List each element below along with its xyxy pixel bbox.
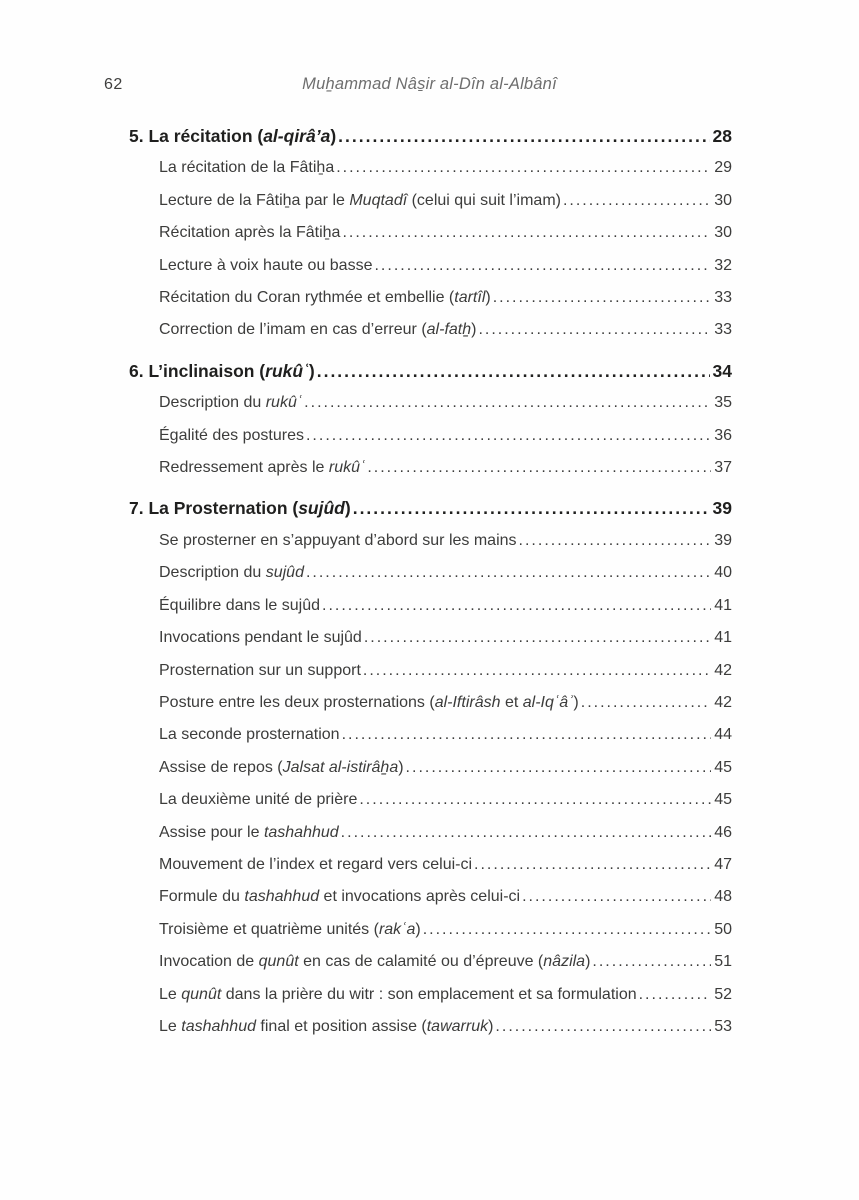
toc-page-number: 40: [714, 564, 732, 582]
toc-page-number: 35: [714, 394, 732, 412]
toc-entry-row: [129, 185, 732, 217]
toc-entry-label: [159, 152, 334, 184]
toc-label-segment: Assise de repos (: [159, 758, 283, 776]
toc-label-segment: et invocations après celui-ci: [319, 888, 521, 906]
toc-entry-label: [159, 217, 340, 249]
toc-label-segment-italic: al-fatẖ: [426, 321, 472, 339]
toc-label-segment: Le: [159, 1017, 182, 1035]
toc-label-segment: Lecture de la Fâtiẖa par le: [159, 191, 350, 209]
toc-label-segment-italic: rukûʿ: [265, 360, 309, 381]
toc-entry-row: [129, 387, 732, 419]
toc-entry-row: [129, 719, 732, 751]
toc-entry-row: [129, 314, 732, 346]
table-of-contents: [129, 112, 732, 1043]
toc-label-segment-italic: al-qirâ’a: [263, 126, 331, 146]
toc-label-segment: (celui qui suit l’imam): [407, 191, 561, 209]
toc-page-number: 39: [712, 498, 732, 519]
toc-entry-row: [129, 1011, 732, 1043]
toc-label-segment: 7. La Prosternation (: [129, 498, 299, 519]
leader-dots: [342, 217, 711, 249]
leader-dots: [317, 355, 710, 387]
toc-label-segment: en cas de calamité ou d’épreuve (: [298, 953, 544, 971]
leader-dots: [478, 314, 711, 346]
toc-section-row: [129, 355, 732, 387]
toc-entry-label: [159, 881, 520, 913]
toc-entry-label: [159, 250, 372, 282]
toc-entry-row: [129, 914, 732, 946]
toc-entry-label: [159, 979, 637, 1011]
toc-entry-row: [129, 622, 732, 654]
toc-label-segment-italic: sujûd: [298, 498, 345, 519]
toc-page-number: 44: [714, 726, 732, 744]
toc-entry-label: [159, 655, 361, 687]
leader-dots: [519, 525, 712, 557]
toc-entry-label: [159, 590, 320, 622]
leader-dots: [341, 817, 712, 849]
toc-label-segment-italic: al-Iqʿâʾ: [522, 693, 574, 711]
toc-label-segment: Le: [159, 985, 182, 1003]
toc-entry-row: [129, 946, 732, 978]
leader-dots: [336, 152, 711, 184]
toc-entry-label: [159, 557, 304, 589]
toc-page-number: 42: [714, 693, 732, 711]
toc-label-segment: ): [585, 953, 591, 971]
toc-label-segment: Égalité des postures: [159, 426, 304, 444]
toc-label-segment-italic: tashahhud: [244, 888, 320, 906]
toc-entry-label: [159, 849, 472, 881]
toc-page-number: 34: [712, 360, 732, 381]
toc-label-segment-italic: tartîl: [454, 289, 486, 307]
toc-label-segment: dans la prière du witr : son emplacement et sa formulation: [221, 985, 637, 1003]
toc-label-segment-italic: rakʿa: [378, 920, 416, 938]
toc-entry-label: [159, 282, 491, 314]
toc-entry-row: [129, 655, 732, 687]
toc-entry-label: [159, 185, 561, 217]
toc-label-segment: Invocations pendant le sujûd: [159, 629, 362, 647]
leader-dots: [423, 914, 711, 946]
toc-entry-row: [129, 752, 732, 784]
toc-label-segment-italic: nâzila: [543, 953, 586, 971]
toc-page-number: 39: [714, 531, 732, 549]
toc-entry-row: [129, 452, 732, 484]
leader-dots: [304, 387, 711, 419]
toc-label-segment: ): [308, 360, 315, 381]
toc-entry-row: [129, 590, 732, 622]
toc-entry-row: [129, 250, 732, 282]
leader-dots: [322, 590, 711, 622]
toc-label-segment: Assise pour le: [159, 823, 264, 841]
toc-section-row: [129, 120, 732, 152]
leader-dots: [639, 979, 712, 1011]
toc-page-number: 48: [714, 888, 732, 906]
toc-label-segment-italic: Muqtadî: [349, 191, 408, 209]
toc-page-number: 30: [714, 191, 732, 209]
toc-label-segment: ): [330, 126, 337, 146]
toc-label-segment: Prosternation sur un support: [159, 661, 361, 679]
toc-page-number: 33: [714, 321, 732, 339]
toc-label-segment: ): [344, 498, 351, 519]
toc-label-segment: Récitation après la Fâtiẖa: [159, 224, 341, 242]
toc-entry-row: [129, 881, 732, 913]
toc-entry-label: [129, 492, 351, 524]
toc-page-number: 32: [714, 256, 732, 274]
toc-label-segment: Posture entre les deux prosternations (: [159, 693, 435, 711]
toc-label-segment-italic: rukûʿ: [328, 459, 366, 477]
toc-entry-label: [159, 752, 404, 784]
toc-label-segment-italic: qunût: [181, 985, 222, 1003]
toc-page-number: 45: [714, 758, 732, 776]
leader-dots: [338, 120, 709, 152]
toc-entry-label: [129, 120, 336, 152]
leader-dots: [359, 784, 711, 816]
toc-entry-row: [129, 687, 732, 719]
page-number-folio: 62: [104, 76, 123, 93]
toc-entry-row: [129, 557, 732, 589]
toc-label-segment: ): [573, 693, 579, 711]
toc-label-segment: et: [500, 693, 523, 711]
toc-entry-label: [129, 355, 315, 387]
toc-label-segment: Correction de l’imam en cas d’erreur (: [159, 321, 427, 339]
toc-label-segment-italic: tashahhud: [181, 1017, 256, 1035]
toc-label-segment: Mouvement de l’index et regard vers celui-ci: [159, 855, 473, 873]
toc-page-number: 41: [714, 596, 732, 614]
toc-page-number: 37: [714, 459, 732, 477]
toc-entry-label: [159, 452, 365, 484]
toc-label-segment: Troisième et quatrième unités (: [159, 920, 379, 938]
toc-label-segment: ): [488, 1017, 494, 1035]
toc-section-row: [129, 492, 732, 524]
toc-entry-row: [129, 849, 732, 881]
leader-dots: [406, 752, 712, 784]
toc-label-segment: Équilibre dans le sujûd: [159, 596, 320, 614]
toc-entry-row: [129, 525, 732, 557]
toc-label-segment: ): [485, 289, 491, 307]
toc-entry-label: [159, 687, 579, 719]
toc-entry-row: [129, 817, 732, 849]
toc-label-segment-italic: al-Iftirâsh: [434, 693, 501, 711]
toc-label-segment: Invocation de: [159, 953, 259, 971]
toc-label-segment: La seconde prosternation: [159, 726, 340, 744]
toc-page-number: 33: [714, 289, 732, 307]
toc-entry-label: [159, 1011, 493, 1043]
toc-page-number: 52: [714, 985, 732, 1003]
toc-entry-label: [159, 622, 362, 654]
toc-page-number: 53: [714, 1017, 732, 1035]
toc-entry-label: [159, 387, 302, 419]
toc-label-segment: Description du: [159, 564, 266, 582]
leader-dots: [474, 849, 711, 881]
toc-entry-row: [129, 282, 732, 314]
leader-dots: [592, 946, 711, 978]
toc-label-segment-italic: Jalsat al-istirâẖa: [282, 758, 399, 776]
leader-dots: [374, 250, 711, 282]
toc-entry-row: [129, 152, 732, 184]
toc-label-segment: ): [415, 920, 421, 938]
toc-label-segment-italic: rukûʿ: [265, 394, 303, 412]
leader-dots: [581, 687, 711, 719]
toc-page-number: 42: [714, 661, 732, 679]
toc-entry-label: [159, 420, 304, 452]
toc-entry-label: [159, 719, 340, 751]
leader-dots: [522, 881, 711, 913]
toc-label-segment-italic: qunût: [258, 953, 299, 971]
toc-entry-label: [159, 314, 476, 346]
toc-page-number: 36: [714, 426, 732, 444]
toc-entry-label: [159, 946, 590, 978]
toc-entry-label: [159, 817, 339, 849]
toc-page-number: 28: [712, 126, 732, 146]
toc-label-segment: ): [398, 758, 404, 776]
toc-label-segment: final et position assise (: [255, 1017, 427, 1035]
toc-label-segment: Formule du: [159, 888, 245, 906]
leader-dots: [342, 719, 712, 751]
toc-page-number: 29: [714, 159, 732, 177]
toc-entry-row: [129, 217, 732, 249]
toc-entry-label: [159, 914, 421, 946]
toc-entry-row: [129, 420, 732, 452]
toc-label-segment-italic: tashahhud: [263, 823, 339, 841]
toc-page-number: 46: [714, 823, 732, 841]
leader-dots: [306, 557, 711, 589]
toc-label-segment: Se prosterner en s’appuyant d’abord sur les mains: [159, 531, 517, 549]
toc-label-segment: La deuxième unité de prière: [159, 791, 358, 809]
leader-dots: [306, 420, 711, 452]
leader-dots: [363, 655, 711, 687]
toc-page-number: 50: [714, 920, 732, 938]
toc-label-segment: 6. L’inclinaison (: [129, 360, 266, 381]
toc-entry-row: [129, 784, 732, 816]
leader-dots: [364, 622, 711, 654]
toc-page-number: 41: [714, 629, 732, 647]
toc-label-segment-italic: tawarruk: [426, 1017, 489, 1035]
leader-dots: [563, 185, 711, 217]
leader-dots: [493, 282, 712, 314]
toc-label-segment: 5. La récitation (: [129, 126, 264, 146]
toc-label-segment: La récitation de la Fâtiẖa: [159, 159, 335, 177]
toc-page-number: 51: [714, 953, 732, 971]
toc-entry-label: [159, 784, 357, 816]
toc-page-number: 47: [714, 855, 732, 873]
toc-entry-row: [129, 979, 732, 1011]
toc-label-segment: ): [471, 321, 477, 339]
toc-page-number: 45: [714, 791, 732, 809]
toc-page-number: 30: [714, 224, 732, 242]
toc-label-segment: Récitation du Coran rythmée et embellie (: [159, 289, 455, 307]
leader-dots: [495, 1011, 711, 1043]
toc-label-segment: Description du: [159, 394, 266, 412]
leader-dots: [367, 452, 711, 484]
running-head: Muẖammad Nâs̱ir al-Dîn al-Albânî: [302, 75, 557, 93]
toc-label-segment: Lecture à voix haute ou basse: [159, 256, 373, 274]
leader-dots: [353, 492, 710, 524]
toc-label-segment-italic: sujûd: [265, 564, 304, 582]
toc-label-segment: Redressement après le: [159, 459, 329, 477]
toc-entry-label: [159, 525, 517, 557]
